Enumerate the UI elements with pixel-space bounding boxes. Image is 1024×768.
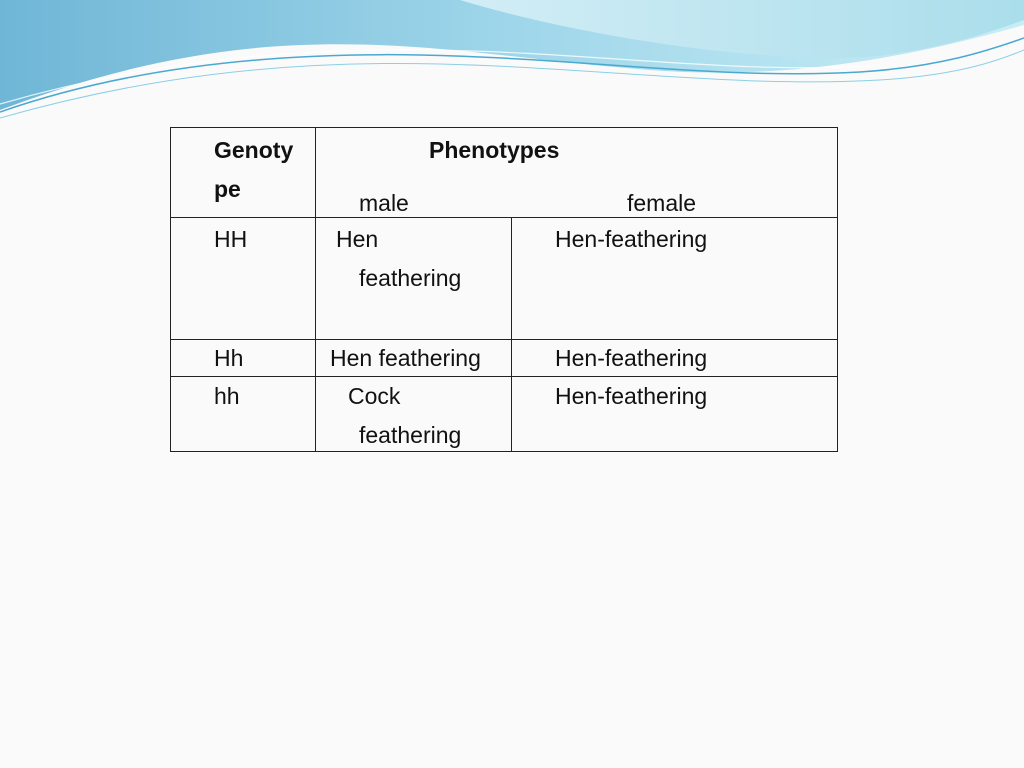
male-value-line2: feathering xyxy=(359,422,462,448)
genotype-value: hh xyxy=(214,383,240,409)
male-cell xyxy=(316,340,512,377)
genotype-phenotype-table xyxy=(170,127,838,452)
male-value-line1: Hen xyxy=(336,226,379,252)
genotype-header-cell xyxy=(171,128,316,218)
male-value-line2: feathering xyxy=(359,265,462,291)
male-header: male xyxy=(359,190,409,216)
genotype-cell xyxy=(171,377,316,452)
table-row xyxy=(171,218,838,340)
female-value: Hen-feathering xyxy=(555,345,708,371)
header-wave-decoration xyxy=(0,0,1024,130)
female-cell xyxy=(512,218,838,340)
female-cell xyxy=(512,377,838,452)
phenotypes-header-cell xyxy=(316,128,838,218)
table-row xyxy=(171,340,838,377)
male-value-line1: Cock xyxy=(348,383,401,409)
genotype-header-line2: pe xyxy=(214,176,241,202)
male-cell xyxy=(316,377,512,452)
male-cell xyxy=(316,218,512,340)
genotype-cell xyxy=(171,218,316,340)
male-value-line1: Hen feathering xyxy=(330,345,481,371)
genotype-value: HH xyxy=(214,226,248,252)
female-cell xyxy=(512,340,838,377)
female-value: Hen-feathering xyxy=(555,226,708,252)
genotype-cell xyxy=(171,340,316,377)
table-header-row xyxy=(171,128,838,218)
female-header: female xyxy=(627,190,697,216)
genotype-value: Hh xyxy=(214,345,244,371)
table-row xyxy=(171,377,838,452)
phenotypes-header: Phenotypes xyxy=(429,137,560,163)
genotype-header-line1: Genoty xyxy=(214,137,294,163)
female-value: Hen-feathering xyxy=(555,383,708,409)
